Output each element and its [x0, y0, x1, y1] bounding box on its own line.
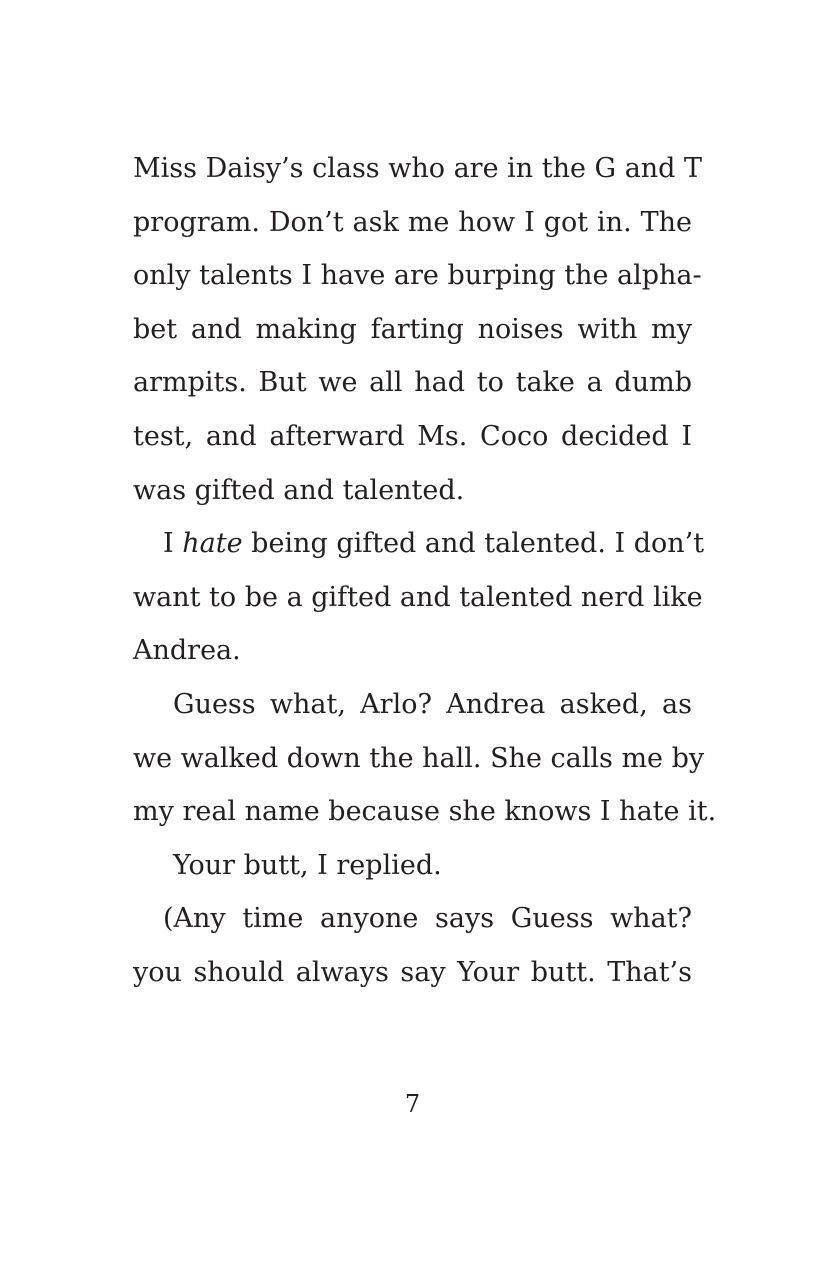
- page-number: 7: [404, 1090, 421, 1118]
- text-line: bet and making farting noises with my: [133, 313, 692, 345]
- text-line: my real name because she knows I hate it.: [133, 796, 717, 828]
- paragraph-first-line: Guess what, Arlo? Andrea asked, as: [173, 688, 692, 720]
- paragraph-first-line: Your butt, I replied.: [173, 849, 442, 881]
- paragraph-first-line: [133, 517, 705, 571]
- page-text: [133, 142, 717, 1000]
- text-run: being gifted and talented. I don’t: [242, 528, 705, 560]
- text-line: only talents I have are burping the alpha-: [133, 260, 702, 292]
- emphasized-word: hate: [182, 528, 243, 560]
- text-line: Miss Daisy’s class who are in the G and T: [133, 153, 703, 184]
- text-line: armpits. But we all had to take a dumb: [133, 367, 692, 399]
- paragraph-first-line: (Any time anyone says Guess what?: [163, 903, 692, 935]
- text-line: want to be a gifted and talented nerd like: [133, 581, 703, 613]
- text-line: we walked down the hall. She calls me by: [133, 742, 705, 774]
- text-line: test, and afterward Ms. Coco decided I: [133, 420, 692, 452]
- text-line: was gifted and talented.: [133, 474, 465, 506]
- text-run: I: [163, 528, 183, 560]
- text-line: Andrea.: [133, 635, 241, 667]
- text-line: program. Don’t ask me how I got in. The: [133, 206, 692, 238]
- text-line: you should always say Your butt. That’s: [133, 956, 692, 988]
